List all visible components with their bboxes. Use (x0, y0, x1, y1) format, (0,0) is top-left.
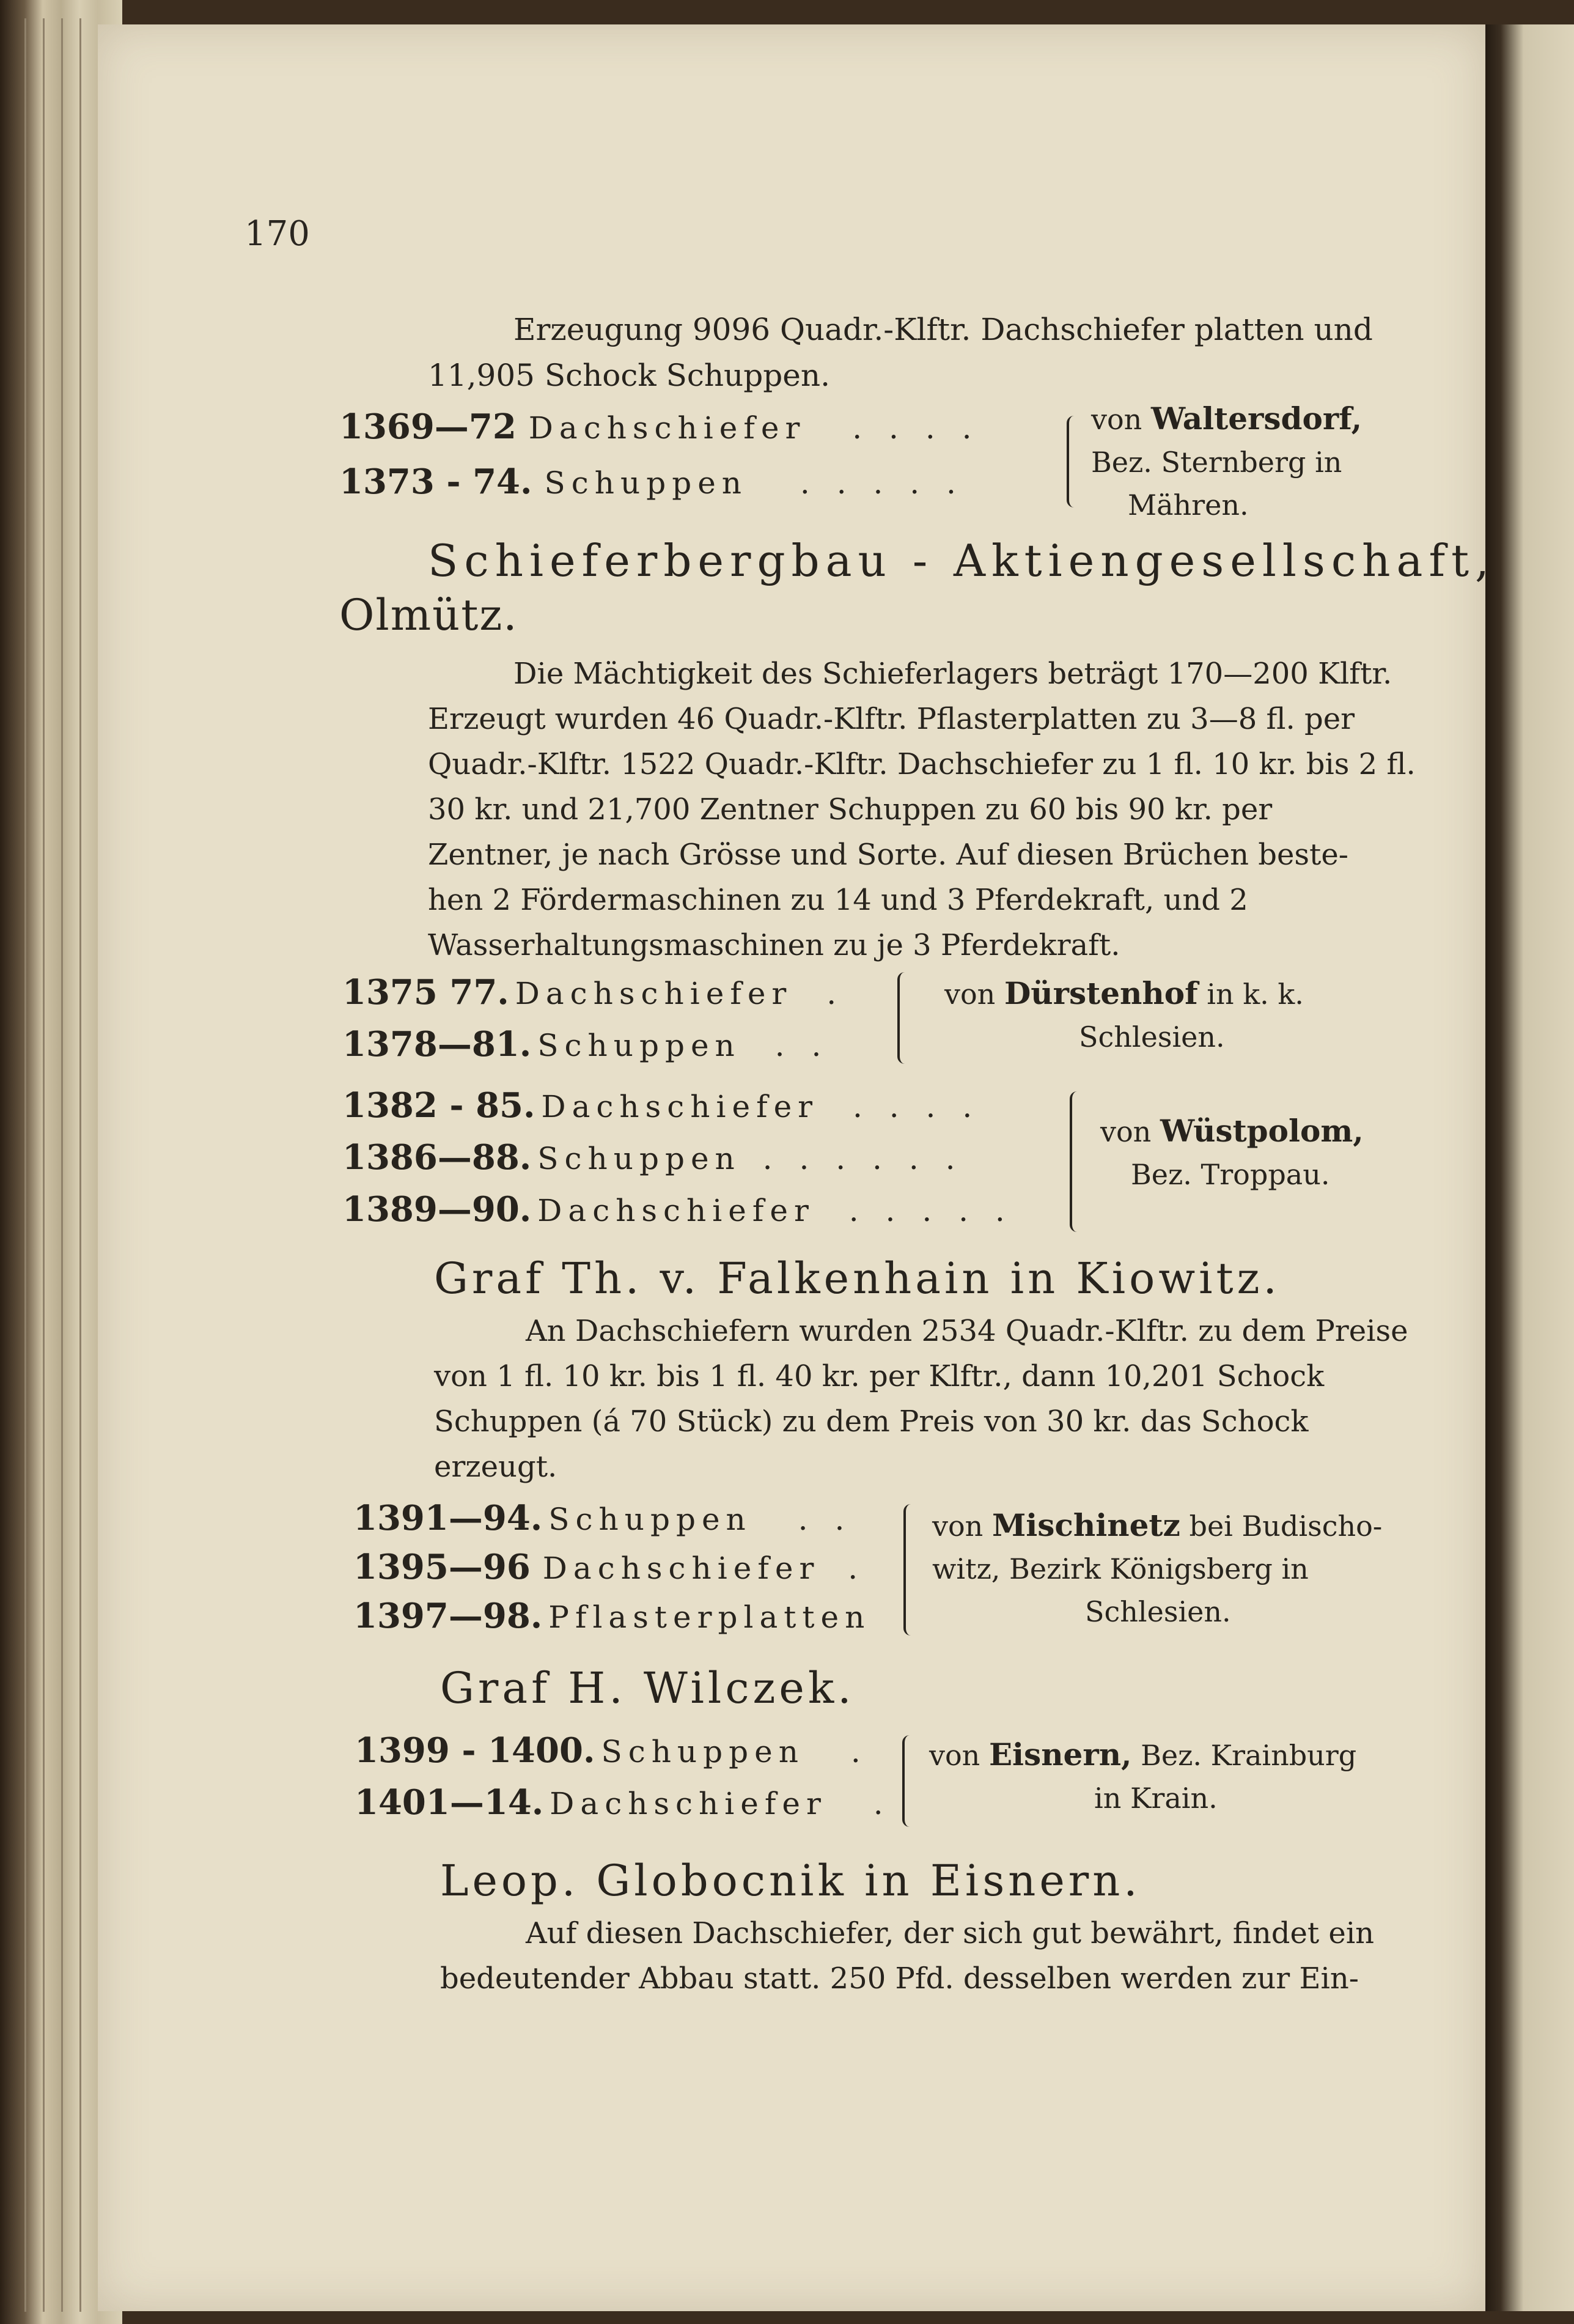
intro-line-1: Erzeugung 9096 Quadr.-Klftr. Dachschiefer platten und (513, 312, 1373, 347)
grouping-brace (897, 972, 910, 1064)
entry-row: 1382 - 85. Dachschiefer . . . . (342, 1085, 981, 1126)
section-heading: Leop. Globocnik in Eisnern. (440, 1856, 1141, 1906)
origin-block: von Wüstpolom, Bez. Troppau. (1100, 1113, 1364, 1191)
grouping-brace (903, 1504, 917, 1636)
section-paragraph: An Dachschiefern wurden 2534 Quadr.-Klftr. zu dem Preise von 1 fl. 10 kr. bis 1 fl. 40 kr. per Klftr., dann 10,201 Schock Schuppen (á 70 Stück) zu dem Preis von 30 kr. das Schock erzeugt. (434, 1314, 1408, 1484)
entry-row: 1395—96 Dachschiefer . (353, 1547, 858, 1587)
entry-row: 1375 77. Dachschiefer . (342, 972, 837, 1013)
entry-row: 1373 - 74. Schuppen . . . . . (339, 462, 965, 502)
entry-row: 1397—98. Pflasterplatten (353, 1596, 871, 1636)
section-paragraph: Auf diesen Dachschiefer, der sich gut bewährt, findet ein bedeutender Abbau statt. 250 Pfd. desselben werden zur Ein- (440, 1916, 1375, 1996)
intro-line-2: 11,905 Schock Schuppen. (428, 358, 830, 393)
entry-row: 1399 - 1400. Schuppen . (355, 1730, 861, 1771)
origin-block: von Eisnern, Bez. Krainburg in Krain. (929, 1736, 1357, 1815)
origin-block: von Dürstenhof in k. k. Schlesien. (944, 975, 1304, 1053)
section-paragraph: Die Mächtigkeit des Schieferlagers beträgt 170—200 Klftr. Erzeugt wurden 46 Quadr.-Klftr. Pflasterplatten zu 3—8 fl. per Quadr.-Klftr. 1522 Quadr.-Klftr. Dachschiefer zu 1 fl. 10 kr. bis 2 fl. 30 kr. und 21,700 Zentner Schuppen zu 60 bis 90 kr. per Zentner, je nach Grösse und Sorte. Auf diesen Brüchen beste- hen 2 Fördermaschinen zu 14 und 3 Pferdekraft, und 2 Wasserhaltungsmaschinen zu je 3 Pferdekraft. (428, 657, 1416, 962)
grouping-brace (1070, 1091, 1083, 1232)
section-heading: Schieferbergbau - Aktiengesellschaft, (428, 535, 1495, 586)
entry-row: 1378—81. Schuppen . . (342, 1024, 830, 1064)
grouping-brace (1067, 416, 1081, 507)
origin-block: von Mischinetz bei Budischo- witz, Bezirk Königsberg in Schlesien. (932, 1507, 1383, 1628)
page-number: 170 (245, 214, 310, 254)
entry-row: 1369—72 Dachschiefer . . . . (339, 407, 980, 447)
origin-block: von Waltersdorf, Bez. Sternberg in Mähren. (1091, 400, 1363, 522)
section-heading-continued: Olmütz. (339, 590, 518, 640)
entry-row: 1386—88. Schuppen . . . . . . (342, 1137, 964, 1178)
entry-row: 1389—90. Dachschiefer . . . . . (342, 1189, 1013, 1230)
section-heading: Graf Th. v. Falkenhain in Kiowitz. (434, 1253, 1281, 1304)
grouping-brace (902, 1735, 914, 1827)
entry-row: 1391—94. Schuppen . . (353, 1498, 853, 1538)
entry-row: 1401—14. Dachschiefer . (355, 1782, 883, 1823)
section-heading: Graf H. Wilczek. (440, 1663, 855, 1713)
